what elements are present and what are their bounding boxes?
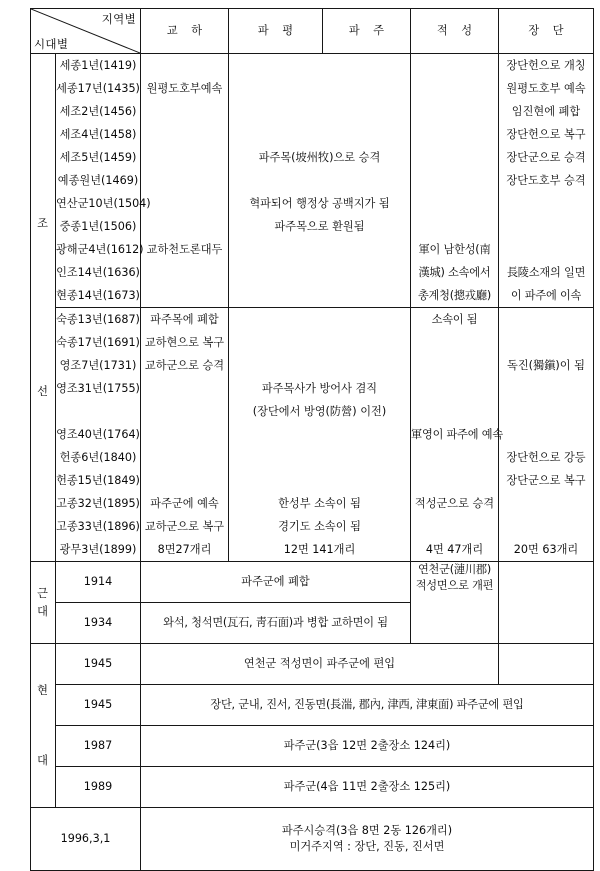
- contemporary-year-1996: 1996,3,1: [31, 808, 141, 871]
- date-line: 현종14년(1673): [56, 289, 140, 302]
- administrative-history-table: [30, 8, 594, 871]
- jeokseong-line: 軍이 남한성(南: [418, 243, 491, 256]
- jeokseong-line: 소속이 됨: [431, 313, 478, 326]
- jangdan-cell-block1: [499, 54, 594, 308]
- gyoha-line: [141, 54, 228, 77]
- contemporary-final-line2: 미거주지역 : 장단, 진동, 진서면: [289, 840, 445, 853]
- era-label-contemporary: [31, 644, 56, 808]
- date-line: 예종원년(1469): [57, 174, 139, 187]
- column-header-jangdan: 장 단: [499, 9, 594, 54]
- jangdan-line: 장단헌으로 개칭: [506, 59, 586, 72]
- papyeong-paju-line: [229, 77, 410, 100]
- modern-year-1914: 1914: [56, 562, 141, 603]
- date-lines-block1: [56, 54, 151, 307]
- jeokseong-line: 4면 47개리: [425, 543, 484, 556]
- jangdan-line: 20면 63개리: [513, 543, 579, 556]
- date-lines-block2: [56, 308, 140, 561]
- date-line: 헌종15년(1849): [56, 474, 140, 487]
- era-char-hyeon: 현: [37, 684, 49, 698]
- papyeong-paju-line: (장단에서 방영(防營) 이전): [252, 405, 387, 418]
- contemporary-row-1987: [31, 726, 594, 767]
- modern-jeokseong-line2: 적성면으로 개편: [415, 578, 494, 592]
- gyoha-lines-block2: [141, 308, 228, 561]
- papyeong-paju-cell-block2: [229, 308, 411, 562]
- date-line: 인조14년(1636): [56, 266, 140, 279]
- gyoha-line: [141, 261, 228, 284]
- modern-jeokseong-cell: [411, 562, 499, 644]
- jeokseong-lines-block2: [411, 308, 503, 561]
- papyeong-paju-lines-block1: [229, 54, 410, 307]
- table-header-row: [31, 9, 594, 54]
- jangdan-line: 장단군으로 승격: [506, 151, 586, 164]
- papyeong-paju-line: 파주목으로 환원됨: [274, 220, 365, 233]
- contemporary-text-1945a: 연천군 적성면이 파주군에 편입: [141, 644, 499, 685]
- gyoha-line: [141, 192, 228, 215]
- modern-row-1914: [31, 562, 594, 603]
- jangdan-line: 長陵소재의 일면: [506, 266, 586, 279]
- era-char-seon: 선: [37, 384, 49, 398]
- joseon-block1-row: [31, 54, 594, 308]
- papyeong-paju-line: [229, 261, 410, 284]
- contemporary-year-1945a: 1945: [56, 644, 141, 685]
- modern-jeokseong-line1: 연천군(漣川郡): [417, 563, 492, 576]
- date-line: 고종32년(1895): [56, 497, 140, 510]
- column-header-papyeong: 파 평: [229, 9, 323, 54]
- papyeong-paju-line: [229, 54, 410, 77]
- column-header-paju: 파 주: [323, 9, 411, 54]
- papyeong-paju-line: [229, 238, 410, 261]
- gyoha-lines-block1: [141, 54, 228, 307]
- gyoha-line: 원평도호부예속: [146, 82, 223, 95]
- contemporary-text-1987: 파주군(3읍 12면 2출장소 124리): [141, 726, 594, 767]
- date-line: 세종1년(1419): [59, 59, 137, 72]
- jangdan-line: 장단헌으로 강등: [506, 451, 586, 464]
- column-header-gyoha: 교 하: [141, 9, 229, 54]
- contemporary-text-1945b: 장단, 군내, 진서, 진동면(長湍, 郡內, 津西, 津東面) 파주군에 편입: [141, 685, 594, 726]
- date-line: 세종17년(1435): [56, 82, 140, 95]
- papyeong-paju-line: 파주목사가 방어사 겸직: [261, 382, 378, 395]
- jangdan-line: 임진현에 폐합: [511, 105, 581, 118]
- jangdan-lines-block1: [499, 54, 593, 307]
- gyoha-cell-block2: [141, 308, 229, 562]
- era-char-dae: 대: [37, 604, 49, 618]
- date-line: 연산군10년(1504): [56, 197, 151, 210]
- contemporary-year-1987: 1987: [56, 726, 141, 767]
- era-label-modern: [31, 562, 56, 644]
- header-corner-cell: [31, 9, 141, 54]
- papyeong-paju-line: 파주목(坡州牧)으로 승격: [258, 151, 381, 164]
- contemporary-row-1945a: [31, 644, 594, 685]
- contemporary-final-line1: 파주시승격(3읍 8면 2동 126개리): [281, 824, 453, 838]
- date-line: 숙종13년(1687): [56, 313, 140, 326]
- jeokseong-line: 적성군으로 승격: [414, 497, 495, 510]
- jangdan-lines-block2: [499, 308, 593, 561]
- jangdan-line: 장단군으로 복구: [506, 474, 586, 487]
- modern-main-1934: 와석, 청석면(瓦石, 靑石面)과 병합 교하면이 됨: [141, 603, 411, 644]
- jeokseong-cell-block1: [411, 54, 499, 308]
- gyoha-line: 파주군에 예속: [150, 497, 219, 510]
- papyeong-paju-line: [229, 284, 410, 307]
- papyeong-bottom-line: 12면 141개리: [283, 543, 356, 556]
- era-char-dae2: 대: [37, 753, 49, 767]
- jangdan-line: 독진(獨鎭)이 됨: [507, 359, 585, 372]
- papyeong-paju-line: [229, 123, 410, 146]
- papyeong-paju-lines-block2: [229, 308, 410, 561]
- modern-year-1934: 1934: [56, 603, 141, 644]
- papyeong-paju-line: 혁파되어 행정상 공백지가 됨: [249, 197, 390, 210]
- jangdan-line: 장단도호부 승격: [506, 174, 586, 187]
- jangdan-line: 원평도호부 예속: [506, 82, 586, 95]
- gyoha-line: 8면27개리: [157, 543, 212, 556]
- contemporary-year-1989: 1989: [56, 767, 141, 808]
- papyeong-paju-line: [229, 169, 410, 192]
- jangdan-line: 이 파주에 이속: [510, 289, 582, 302]
- column-header-jeokseong: 적 성: [411, 9, 499, 54]
- jeokseong-line: 총계청(摠戎廳): [417, 289, 492, 302]
- papyeong-bottom-line: 경기도 소속이 됨: [278, 520, 361, 533]
- papyeong-bottom-line: 한성부 소속이 됨: [278, 497, 361, 510]
- date-list-block1: [56, 54, 151, 308]
- date-line: 세조5년(1459): [59, 151, 137, 164]
- contemporary-row-1996: [31, 808, 594, 871]
- contemporary-year-1945b: 1945: [56, 685, 141, 726]
- date-line: 헌종6년(1840): [59, 451, 137, 464]
- gyoha-line: 파주목에 폐합: [150, 313, 219, 326]
- gyoha-line: [141, 146, 228, 169]
- date-line: 고종33년(1896): [56, 520, 140, 533]
- gyoha-line: 교하군으로 승격: [144, 359, 225, 372]
- date-line: 숙종17년(1691): [56, 336, 140, 349]
- jangdan-cell-block2: [499, 308, 594, 562]
- contemporary-row-1989: [31, 767, 594, 808]
- modern-main-1914: 파주군에 폐합: [141, 562, 411, 603]
- joseon-block2-row: [31, 308, 594, 562]
- date-line: 광해군4년(1612): [56, 243, 144, 256]
- date-line: 세조4년(1458): [59, 128, 137, 141]
- era-char-jo: 조: [37, 217, 49, 231]
- header-era-label: 시대별: [34, 36, 69, 51]
- gyoha-line: 교하현으로 복구: [144, 336, 225, 349]
- era-label-joseon: [31, 54, 56, 562]
- jeokseong-lines-block1: [411, 54, 498, 307]
- gyoha-line: [141, 215, 228, 238]
- date-line: 영조31년(1755): [56, 382, 140, 395]
- contemporary-text-1989: 파주군(4읍 11면 2출장소 125리): [141, 767, 594, 808]
- era-char-geun: 근: [37, 587, 49, 601]
- header-region-label: 지역별: [101, 12, 136, 26]
- contemporary-final-text: [141, 808, 594, 871]
- gyoha-line: [141, 284, 228, 307]
- papyeong-paju-cell-block1: [229, 54, 411, 308]
- date-line: 중종1년(1506): [59, 220, 137, 233]
- date-line: 영조7년(1731): [59, 359, 137, 372]
- jangdan-line: 장단헌으로 복구: [506, 128, 586, 141]
- gyoha-line: [141, 169, 228, 192]
- contemporary-jangdan-empty: [499, 644, 594, 685]
- date-line: 광무3년(1899): [59, 543, 137, 556]
- date-line: 영조40년(1764): [56, 428, 140, 441]
- jeokseong-line: 漢城) 소속에서: [418, 266, 491, 279]
- contemporary-row-1945b: [31, 685, 594, 726]
- gyoha-cell-block1: [141, 54, 229, 308]
- gyoha-line: 교하군으로 복구: [144, 520, 225, 533]
- modern-jangdan-cell: [499, 562, 594, 644]
- jeokseong-line: 軍영이 파주에 예속: [411, 428, 503, 441]
- jeokseong-cell-block2: [411, 308, 503, 562]
- gyoha-line: 교하천도론대두: [146, 243, 223, 256]
- gyoha-line: [141, 100, 228, 123]
- papyeong-paju-line: [229, 100, 410, 123]
- date-list-block2: [56, 308, 141, 562]
- gyoha-line: [141, 123, 228, 146]
- date-line: 세조2년(1456): [59, 105, 137, 118]
